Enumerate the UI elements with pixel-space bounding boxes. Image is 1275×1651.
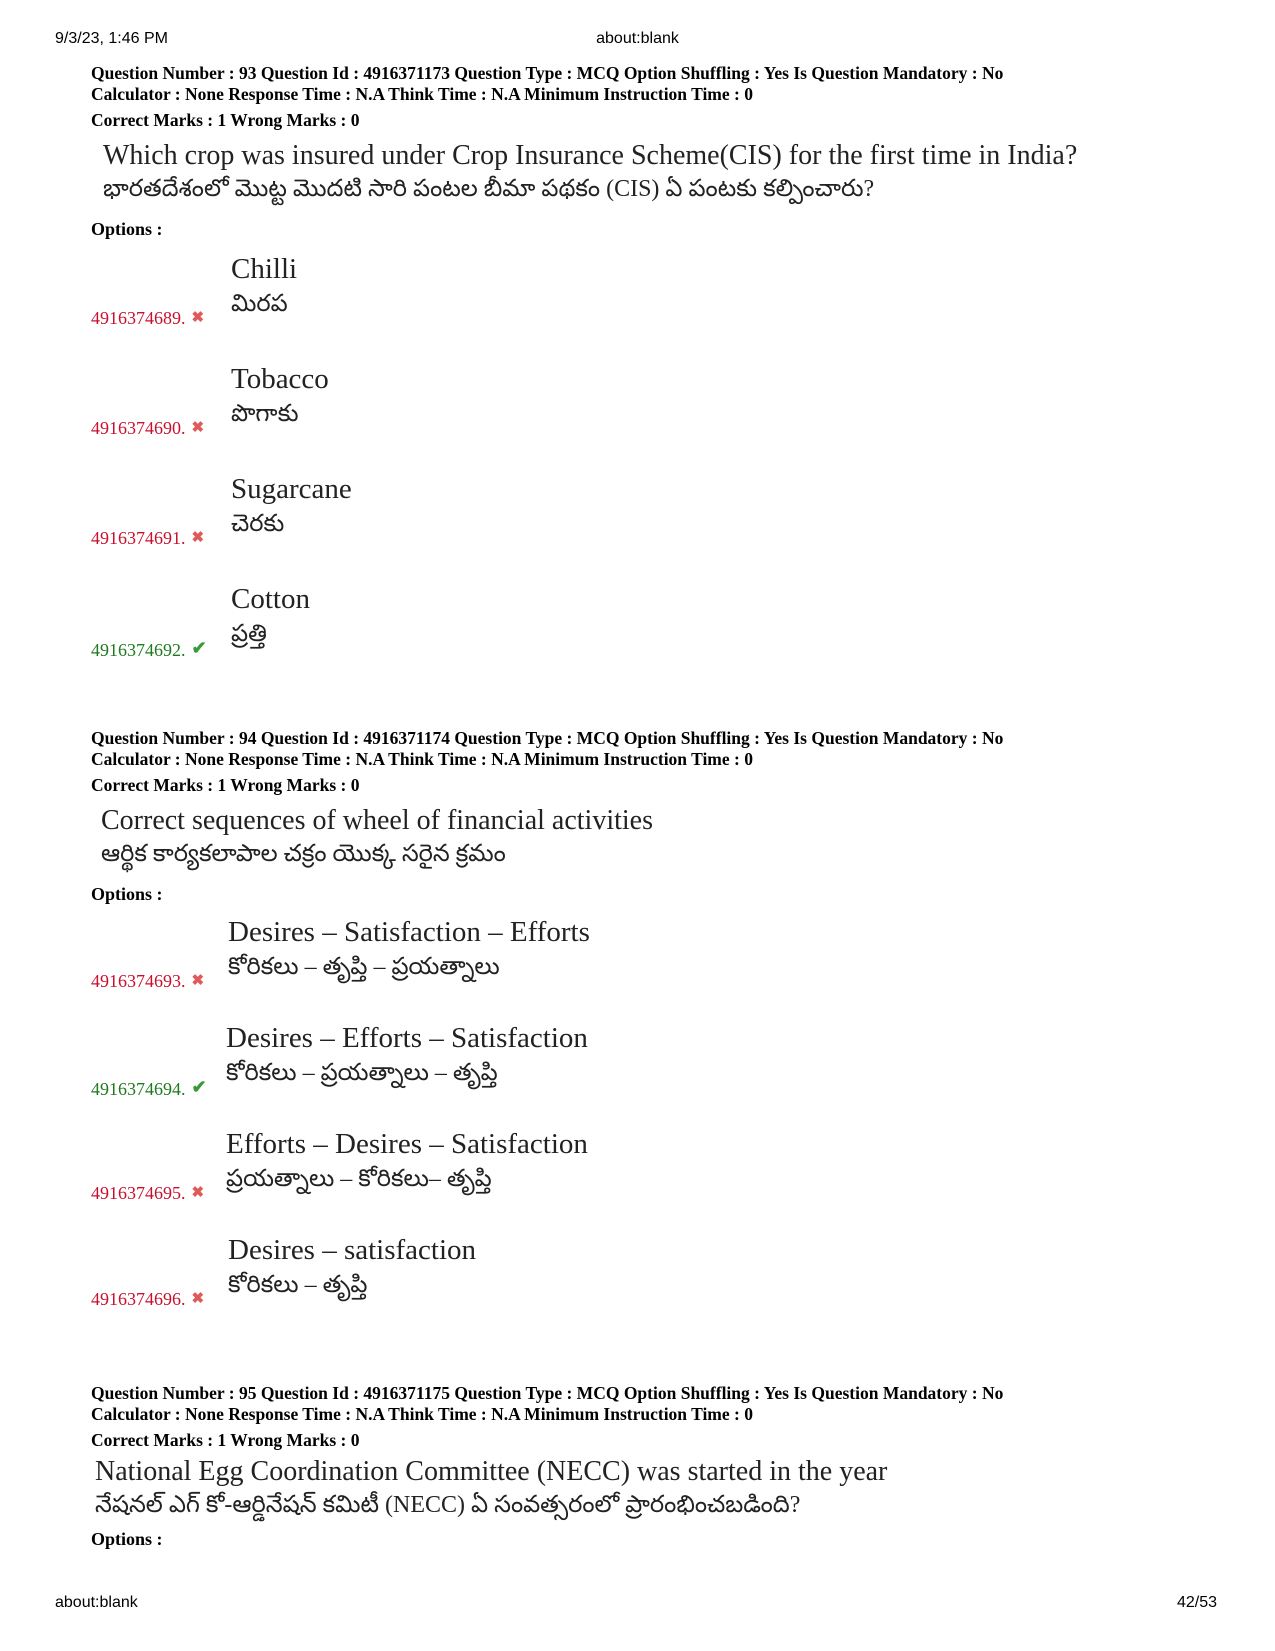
question-text: [95, 1455, 1211, 1521]
question-text-telugu: భారతదేశంలో మొట్ట మొదటి సారి పంటల బీమా పథకం (CIS) ఏ పంటకు కల్పించారు?: [103, 176, 875, 202]
check-icon: ✔: [191, 638, 207, 658]
option-id: 4916374692. ✔: [91, 638, 207, 660]
option-text-telugu: కోరికలు – తృప్తి – ప్రయత్నాలు: [228, 954, 500, 980]
option-text-telugu: ప్రయత్నాలు – కోరికలు– తృప్తి: [226, 1166, 492, 1192]
options-label: Options :: [91, 219, 163, 239]
option-id: 4916374690. ✖: [91, 418, 205, 438]
option-item: [91, 472, 1211, 582]
question-text: [101, 804, 1211, 870]
option-item: [91, 1127, 1211, 1233]
option-text-english: Desires – Efforts – Satisfaction: [226, 1022, 588, 1054]
question-text-english: Which crop was insured under Crop Insurance Scheme(CIS) for the first time in India?: [103, 140, 1078, 171]
option-id: 4916374694. ✔: [91, 1077, 207, 1099]
question-93: [91, 63, 1211, 692]
option-item: [91, 1233, 1211, 1339]
print-page-title: about:blank: [596, 30, 679, 47]
option-text-telugu: చెరకు: [231, 511, 285, 537]
question-text-english: Correct sequences of wheel of financial activities: [101, 805, 653, 836]
option-text-telugu: మిరప: [231, 291, 288, 317]
option-text-english: Desires – Satisfaction – Efforts: [228, 916, 590, 948]
option-text-telugu: కోరికలు – తృప్తి: [228, 1272, 368, 1298]
option-id: 4916374695. ✖: [91, 1183, 205, 1203]
option-id: 4916374696. ✖: [91, 1289, 205, 1309]
options-label: Options :: [91, 884, 163, 904]
option-text-english: Tobacco: [231, 363, 329, 395]
question-meta-line2: Calculator : None Response Time : N.A Think Time : N.A Minimum Instruction Time : 0: [91, 749, 753, 769]
option-text-english: Efforts – Desires – Satisfaction: [226, 1128, 588, 1160]
question-text: [103, 139, 1211, 205]
option-id: 4916374691. ✖: [91, 528, 205, 548]
question-text-english: National Egg Coordination Committee (NECC) was started in the year: [95, 1456, 888, 1487]
options-label: Options :: [91, 1529, 163, 1549]
question-marks: Correct Marks : 1 Wrong Marks : 0: [91, 110, 360, 130]
question-text-telugu: ఆర్థిక కార్యకలాపాల చక్రం యొక్క సరైన క్రమం: [101, 841, 506, 867]
option-text-english: Sugarcane: [231, 473, 352, 505]
cross-icon: ✖: [191, 1291, 205, 1307]
cross-icon: ✖: [191, 973, 205, 989]
option-item: [91, 252, 1211, 362]
option-item: [91, 582, 1211, 692]
option-item: [91, 1021, 1211, 1127]
question-meta-line1: Question Number : 93 Question Id : 4916371173 Question Type : MCQ Option Shuffling : Yes Is Question Mandatory : No: [91, 63, 1004, 83]
question-text-telugu: నేషనల్ ఎగ్ కో-ఆర్డినేషన్ కమిటీ (NECC) ఏ సంవత్సరంలో ప్రారంభించబడింది?: [95, 1492, 801, 1518]
print-datetime: 9/3/23, 1:46 PM: [55, 30, 168, 47]
question-meta-line2: Calculator : None Response Time : N.A Think Time : N.A Minimum Instruction Time : 0: [91, 84, 753, 104]
question-meta-line2: Calculator : None Response Time : N.A Think Time : N.A Minimum Instruction Time : 0: [91, 1404, 753, 1424]
cross-icon: ✖: [191, 310, 205, 326]
options-list: [91, 252, 1211, 692]
print-page-number: 42/53: [1176, 1594, 1217, 1611]
question-meta-line1: Question Number : 94 Question Id : 4916371174 Question Type : MCQ Option Shuffling : Yes Is Question Mandatory : No: [91, 728, 1004, 748]
option-text-telugu: కోరికలు – ప్రయత్నాలు – తృప్తి: [226, 1060, 498, 1086]
question-marks: Correct Marks : 1 Wrong Marks : 0: [91, 1430, 360, 1450]
option-text-english: Cotton: [231, 583, 310, 615]
cross-icon: ✖: [191, 420, 205, 436]
option-text-english: Desires – satisfaction: [228, 1234, 477, 1266]
check-icon: ✔: [191, 1077, 207, 1097]
question-marks: Correct Marks : 1 Wrong Marks : 0: [91, 775, 360, 795]
option-item: [91, 362, 1211, 472]
option-id: 4916374693. ✖: [91, 971, 205, 991]
option-text-english: Chilli: [231, 253, 298, 285]
cross-icon: ✖: [191, 530, 205, 546]
cross-icon: ✖: [191, 1185, 205, 1201]
option-id: 4916374689. ✖: [91, 308, 205, 328]
question-95: [91, 1383, 1211, 1550]
print-footer-url: about:blank: [55, 1594, 138, 1611]
option-text-telugu: ప్రత్తి: [231, 621, 267, 647]
question-meta-line1: Question Number : 95 Question Id : 4916371175 Question Type : MCQ Option Shuffling : Yes Is Question Mandatory : No: [91, 1383, 1004, 1403]
option-item: [91, 915, 1211, 1021]
options-list: [91, 915, 1211, 1339]
option-text-telugu: పొగాకు: [231, 401, 299, 427]
question-94: [91, 728, 1211, 1339]
